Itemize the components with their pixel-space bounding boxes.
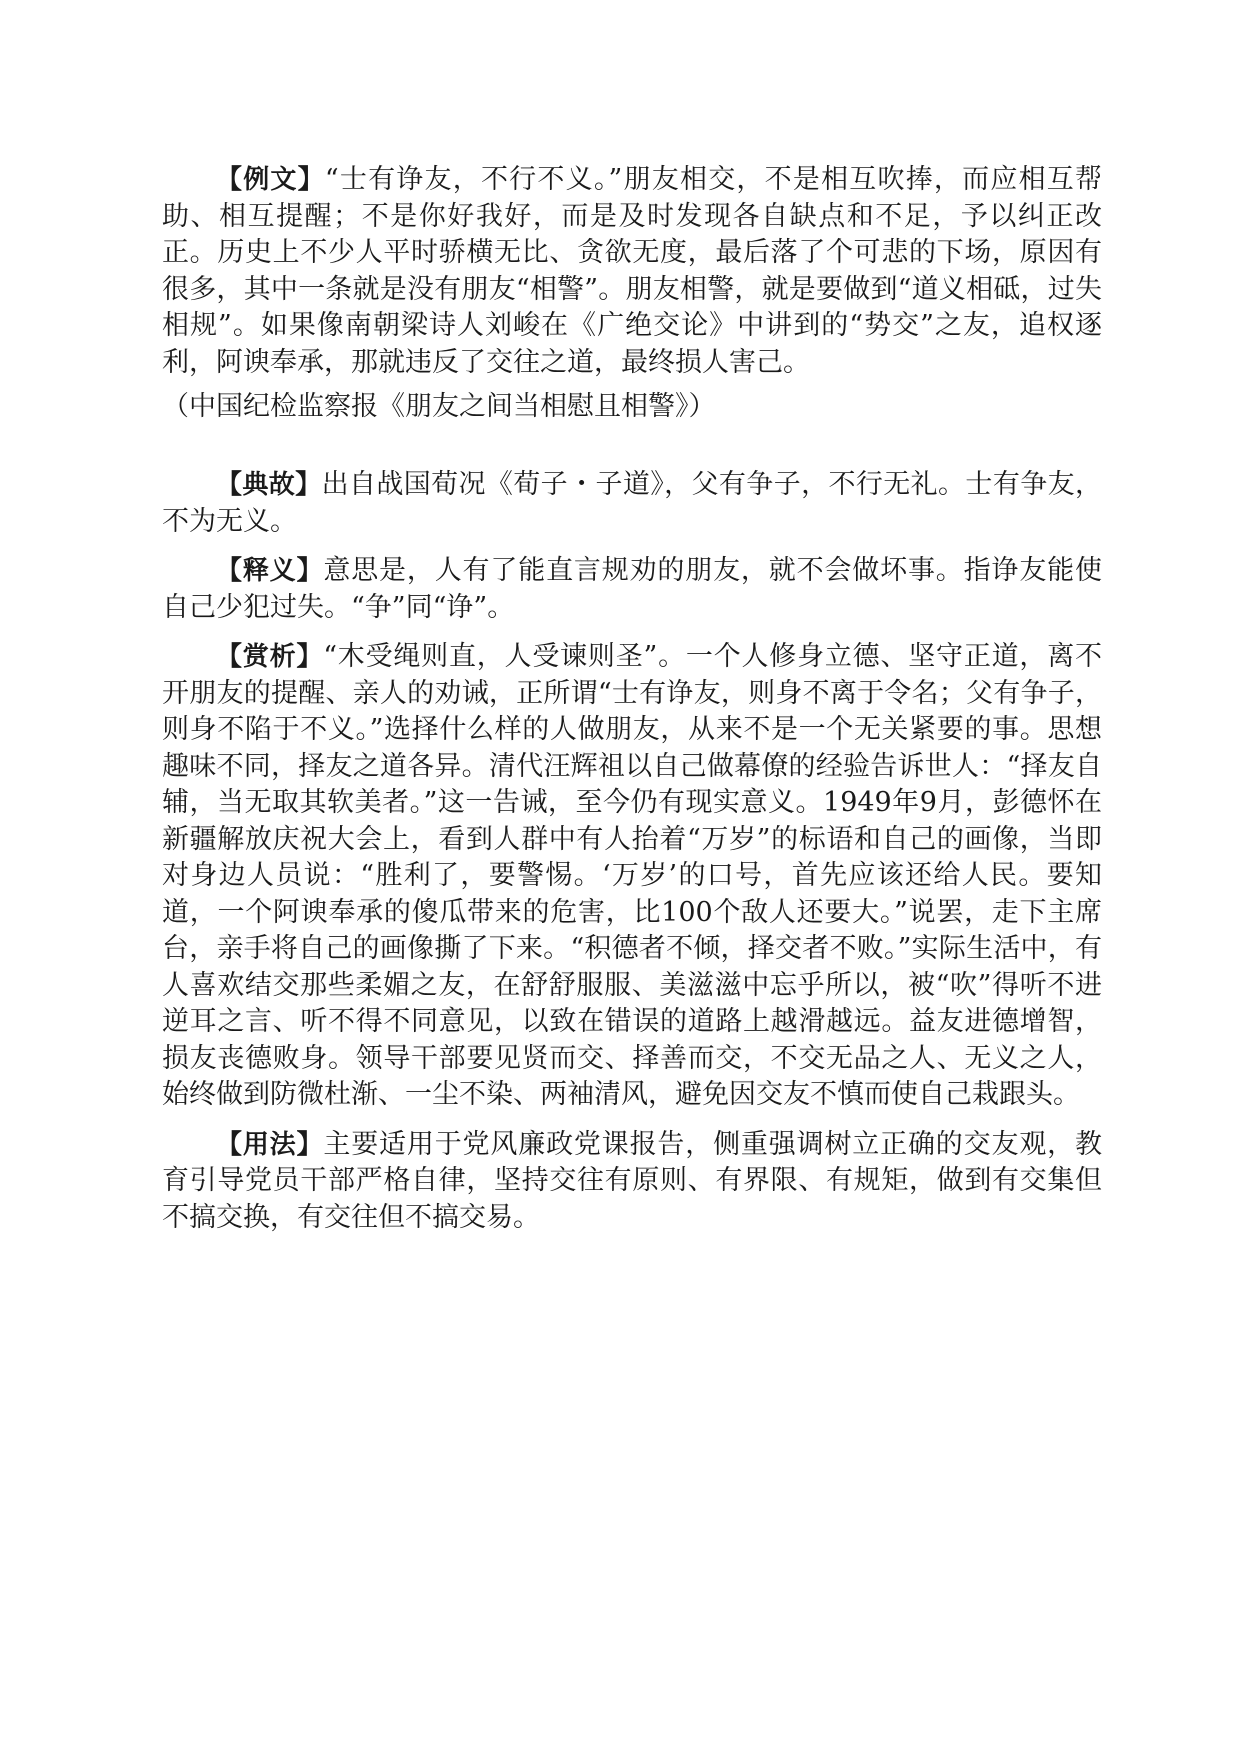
- example-text: “士有诤友，不行不义。”朋友相交，不是相互吹捧，而应相互帮助、相互提醒；不是你好我好，而是及时发现各自缺点和不足，予以纠正改正。历史上不少人平时骄横无比、贪欲无度，最后落了个可悲的下场，原因有很多，其中一条就是没有朋友“相警”。朋友相警，就是要做到“道义相砥，过失相规”。如果像南朝梁诗人刘峻在《广绝交论》中讲到的“势交”之友，追权逐利，阿谀奉承，那就违反了交往之道，最终损人害己。: [162, 164, 1102, 378]
- example-source: （中国纪检监察报《朋友之间当相慰且相警》）: [162, 391, 716, 422]
- spacer: [162, 626, 1102, 639]
- spacer: [162, 1114, 1102, 1127]
- document-page: [162, 162, 1102, 1236]
- usage-tag: 【用法】: [216, 1129, 324, 1160]
- allusion-tag: 【典故】: [216, 470, 322, 500]
- spacer: [162, 540, 1102, 553]
- allusion-paragraph: [162, 467, 1102, 540]
- meaning-tag: 【释义】: [216, 556, 324, 586]
- appreciation-text: “木受绳则直，人受谏则圣”。一个人修身立德、坚守正道，离不开朋友的提醒、亲人的劝诫，正所谓“士有诤友，则身不离于令名；父有争子，则身不陷于不义。”选择什么样的人做朋友，从来不是一个无关紧要的事。思想趣味不同，择友之道各异。清代汪辉祖以自己做幕僚的经验告诉世人：“择友自辅，当无取其软美者。”这一告诫，至今仍有现实意义。1949年9月，彭德怀在新疆解放庆祝大会上，看到人群中有人抬着“万岁”的标语和自己的画像，当即对身边人员说：“胜利了，要警惕。‘万岁’的口号，首先应该还给人民。要知道，一个阿谀奉承的傻瓜带来的危害，比100个敌人还要大。”说罢，走下主席台，亲手将自己的画像撕了下来。“积德者不倾，择交者不败。”实际生活中，有人喜欢结交那些柔媚之友，在舒舒服服、美滋滋中忘乎所以，被“吹”得听不进逆耳之言、听不得不同意见，以致在错误的道路上越滑越远。益友进德增智，损友丧德败身。领导干部要见贤而交、择善而交，不交无品之人、无义之人，始终做到防微杜渐、一尘不染、两袖清风，避免因交友不慎而使自己栽跟头。: [162, 641, 1102, 1110]
- appreciation-paragraph: [162, 639, 1102, 1114]
- meaning-text: 意思是，人有了能直言规劝的朋友，就不会做坏事。指诤友能使自己少犯过失。“争”同“诤”。: [162, 555, 1102, 623]
- appreciation-tag: 【赏析】: [216, 642, 324, 672]
- spacer: [162, 427, 1102, 467]
- meaning-paragraph: [162, 553, 1102, 626]
- usage-paragraph: [162, 1127, 1102, 1237]
- allusion-text: 出自战国荀况《荀子・子道》，父有争子，不行无礼。士有争友，不为无义。: [162, 469, 1102, 537]
- usage-text: 主要适用于党风廉政党课报告，侧重强调树立正确的交友观，教育引导党员干部严格自律，坚持交往有原则、有界限、有规矩，做到有交集但不搞交换，有交往但不搞交易。: [162, 1128, 1102, 1233]
- example-paragraph: [162, 162, 1102, 381]
- example-tag: 【例文】: [216, 165, 325, 195]
